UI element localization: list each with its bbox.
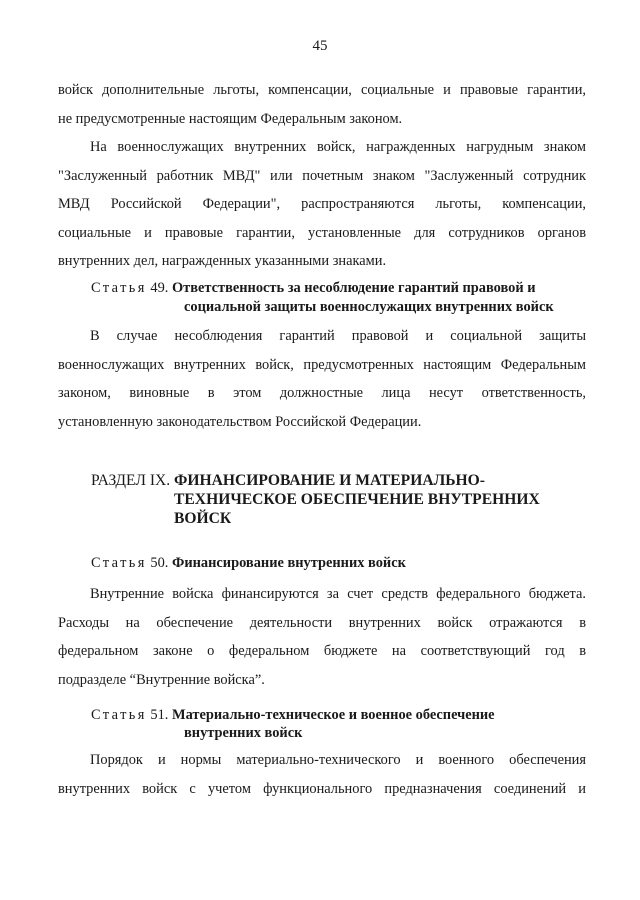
article-title: Материально-техническое и военное обеспечение: [171, 707, 495, 723]
article-prefix: Статья: [91, 707, 147, 723]
text-line: Порядок и нормы материально-технического и военного обеспечения: [90, 752, 586, 768]
text-line: МВД Российской Федерации", распространяются льготы, компенсации,: [58, 196, 586, 213]
paragraph-responsibility: [58, 322, 586, 436]
paragraph-supply: [58, 746, 586, 803]
article-number: 50.: [150, 555, 169, 571]
article-49-heading: [91, 279, 536, 298]
text-line: военнослужащих внутренних войск, предусмотренных настоящим Федеральным: [58, 356, 586, 373]
section-title-line: ФИНАНСИРОВАНИЕ И МАТЕРИАЛЬНО-: [174, 472, 485, 489]
article-49-title-line-2: социальной защиты военнослужащих внутренних войск: [184, 299, 554, 315]
text-line: внутренних дел, награжденных указанными знаками.: [58, 253, 387, 270]
text-line: В случае несоблюдения гарантий правовой и социальной защиты: [90, 328, 586, 344]
paragraph-continuation: [58, 76, 586, 133]
section-title-line: ТЕХНИЧЕСКОЕ ОБЕСПЕЧЕНИЕ ВНУТРЕННИХ: [174, 491, 540, 508]
text-line: подразделе “Внутренние войска”.: [58, 671, 265, 688]
text-line: федеральном законе о федеральном бюджете на соответствующий год в: [58, 643, 586, 660]
article-51-heading: [91, 706, 495, 725]
section-title-line: ВОЙСК: [174, 510, 232, 527]
text-line: Внутренние войска финансируются за счет средств федерального бюджета.: [90, 586, 586, 602]
text-line: социальные и правовые гарантии, установленные для сотрудников органов: [58, 224, 586, 241]
article-prefix: Статья: [91, 555, 147, 571]
article-title: Финансирование внутренних войск: [171, 555, 406, 571]
paragraph-awards: [58, 133, 586, 276]
article-51-title-line-2: внутренних войск: [184, 725, 303, 741]
page-number: 45: [312, 38, 328, 54]
text-line: установленную законодательством Российской Федерации.: [58, 413, 422, 430]
paragraph-financing: [58, 580, 586, 694]
article-prefix: Статья: [91, 280, 147, 296]
article-number: 49.: [150, 280, 169, 296]
text-line: законом, виновные в этом должностные лица несут ответственность,: [58, 385, 586, 402]
text-line: внутренних войск с учетом функционального предназначения соединений и: [58, 780, 586, 797]
article-50-heading: [91, 554, 406, 573]
section-9-title: [174, 471, 540, 528]
section-9-label: РАЗДЕЛ IX.: [91, 472, 171, 489]
article-title: Ответственность за несоблюдение гарантий правовой и: [171, 280, 536, 296]
article-number: 51.: [150, 707, 169, 723]
text-line: На военнослужащих внутренних войск, награжденных нагрудным знаком: [90, 139, 586, 155]
text-line: "Заслуженный работник МВД" или почетным знаком "Заслуженный сотрудник: [58, 167, 586, 184]
text-line: не предусмотренные настоящим Федеральным законом.: [58, 110, 403, 127]
text-line: войск дополнительные льготы, компенсации, социальные и правовые гарантии,: [58, 82, 586, 98]
text-line: Расходы на обеспечение деятельности внутренних войск отражаются в: [58, 614, 586, 631]
